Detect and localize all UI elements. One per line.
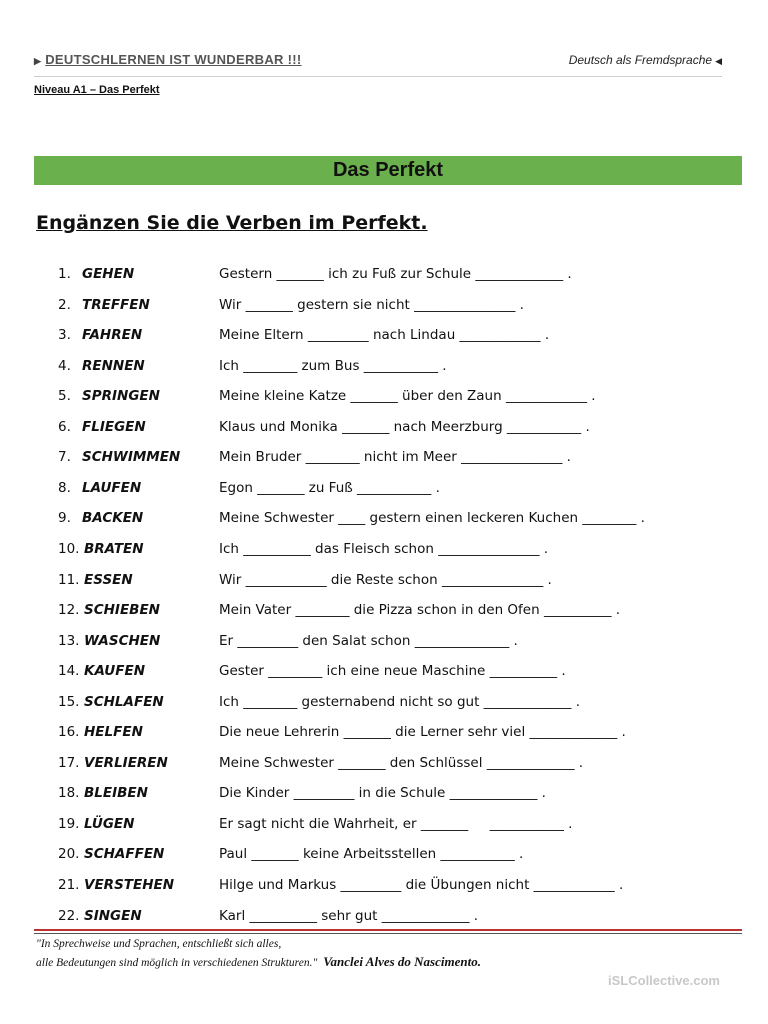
exercise-number: 9. [58,510,71,527]
exercise-row [0,262,768,286]
exercise-row [0,476,768,500]
triangle-right-icon: ▶ [34,56,42,66]
exercise-number: 15. [58,693,80,710]
exercise-number: 6. [58,418,71,435]
watermark: iSLCollective.com [608,973,720,988]
quote-author: Vanclei Alves do Nascimento. [323,954,481,969]
exercise-row [0,293,768,317]
quote-line-1: "In Sprechweise und Sprachen, entschließt sich alles, [36,938,282,950]
exercise-row [0,323,768,347]
exercise-row [0,506,768,530]
exercise-verb: ESSEN [84,571,133,588]
exercise-verb: RENNEN [82,357,145,374]
exercise-sentence[interactable]: Er sagt nicht die Wahrheit, er _______ ___________ . [219,815,573,832]
header-divider [34,76,722,77]
header-right-title [569,53,722,67]
exercise-sentence[interactable]: Ich ________ gesternabend nicht so gut _____________ . [219,693,580,710]
exercise-verb: TREFFEN [82,296,150,313]
exercise-row [0,904,768,928]
exercise-verb: KAUFEN [84,663,146,680]
exercise-sentence[interactable]: Meine kleine Katze _______ über den Zaun ____________ . [219,388,596,405]
exercise-row [0,537,768,561]
exercise-sentence[interactable]: Wir _______ gestern sie nicht _______________ . [219,296,524,313]
quote-line-2 [36,954,481,970]
exercise-row [0,445,768,469]
instruction-heading: Engänzen Sie die Verben im Perfekt. [36,212,428,234]
exercise-verb: BRATEN [84,540,144,557]
exercise-sentence[interactable]: Klaus und Monika _______ nach Meerzburg ___________ . [219,418,590,435]
exercise-number: 17. [58,754,80,771]
exercise-number: 19. [58,815,80,832]
exercise-verb: HELFEN [84,724,143,741]
subject-label: Deutsch als Fremdsprache [568,53,713,67]
exercise-row [0,659,768,683]
exercise-number: 16. [58,724,80,741]
exercise-sentence[interactable]: Die neue Lehrerin _______ die Lerner sehr viel _____________ . [219,724,626,741]
exercise-verb: FAHREN [82,327,143,344]
exercise-verb: FLIEGEN [82,418,146,435]
exercise-number: 8. [58,479,71,496]
exercise-verb: LÜGEN [84,815,135,832]
exercise-number: 11. [58,571,80,588]
exercise-number: 14. [58,663,80,680]
exercise-verb: SINGEN [84,907,142,924]
exercise-row [0,690,768,714]
exercise-verb: LAUFEN [82,479,142,496]
header-left-title [34,52,302,67]
exercise-row [0,812,768,836]
exercise-number: 20. [58,846,80,863]
exercise-number: 1. [58,266,71,282]
exercise-verb: BLEIBEN [84,785,148,802]
exercise-row [0,873,768,897]
exercise-sentence[interactable]: Gester ________ ich eine neue Maschine __________ . [219,663,566,680]
exercise-sentence[interactable]: Mein Vater ________ die Pizza schon in den Ofen __________ . [219,602,621,619]
site-title: DEUTSCHLERNEN IST WUNDERBAR !!! [45,52,302,67]
quote-line-2-text: alle Bedeutungen sind möglich in verschiedenen Strukturen." [36,957,318,969]
exercise-row [0,751,768,775]
footer-divider-red [34,929,742,931]
exercise-row [0,842,768,866]
exercise-sentence[interactable]: Die Kinder _________ in die Schule _____________ . [219,785,546,802]
exercise-number: 22. [58,907,80,924]
exercise-sentence[interactable]: Hilge und Markus _________ die Übungen nicht ____________ . [219,877,624,893]
exercise-sentence[interactable]: Ich __________ das Fleisch schon _______________ . [219,540,549,557]
exercise-row [0,598,768,622]
exercise-verb: SCHLAFEN [84,693,164,710]
exercise-verb: SPRINGEN [82,388,160,405]
exercise-row [0,384,768,408]
exercise-sentence[interactable]: Ich ________ zum Bus ___________ . [219,357,447,374]
exercise-number: 10. [58,540,80,557]
exercise-sentence[interactable]: Karl __________ sehr gut _____________ . [219,907,479,924]
exercise-verb: SCHWIMMEN [82,449,181,466]
exercise-verb: VERSTEHEN [84,877,175,893]
level-label: Niveau A1 – Das Perfekt [34,84,160,96]
title-banner: Das Perfekt [34,156,742,185]
triangle-left-icon: ◀ [715,56,722,66]
exercise-verb: GEHEN [82,266,135,282]
exercise-number: 3. [58,327,71,344]
exercise-sentence[interactable]: Er _________ den Salat schon ______________ . [219,632,518,649]
exercise-sentence[interactable]: Meine Eltern _________ nach Lindau ____________ . [219,327,550,344]
exercise-row [0,781,768,805]
exercise-number: 12. [58,602,80,619]
exercise-verb: SCHAFFEN [84,846,165,863]
exercise-number: 18. [58,785,80,802]
exercise-row [0,568,768,592]
exercise-verb: SCHIEBEN [84,602,160,619]
exercise-verb: WASCHEN [84,632,161,649]
exercise-verb: BACKEN [82,510,144,527]
exercise-number: 4. [58,357,71,374]
exercise-sentence[interactable]: Egon _______ zu Fuß ___________ . [219,479,440,496]
footer-divider-dark [34,933,742,934]
exercise-sentence[interactable]: Paul _______ keine Arbeitsstellen ___________ . [219,846,524,863]
exercise-sentence[interactable]: Mein Bruder ________ nicht im Meer _______________ . [219,449,571,466]
exercise-sentence[interactable]: Meine Schwester ____ gestern einen leckeren Kuchen ________ . [219,510,645,527]
exercise-row [0,629,768,653]
exercise-number: 2. [58,296,71,313]
exercise-row [0,720,768,744]
exercise-number: 7. [58,449,71,466]
exercise-sentence[interactable]: Meine Schwester _______ den Schlüssel _____________ . [219,754,584,771]
exercise-number: 13. [58,632,80,649]
exercise-number: 21. [58,877,80,893]
exercise-verb: VERLIEREN [84,754,168,771]
exercise-sentence[interactable]: Gestern _______ ich zu Fuß zur Schule _____________ . [219,266,572,282]
exercise-number: 5. [58,388,71,405]
exercise-row [0,415,768,439]
exercise-row [0,354,768,378]
exercise-sentence[interactable]: Wir ____________ die Reste schon _______________ . [219,571,552,588]
